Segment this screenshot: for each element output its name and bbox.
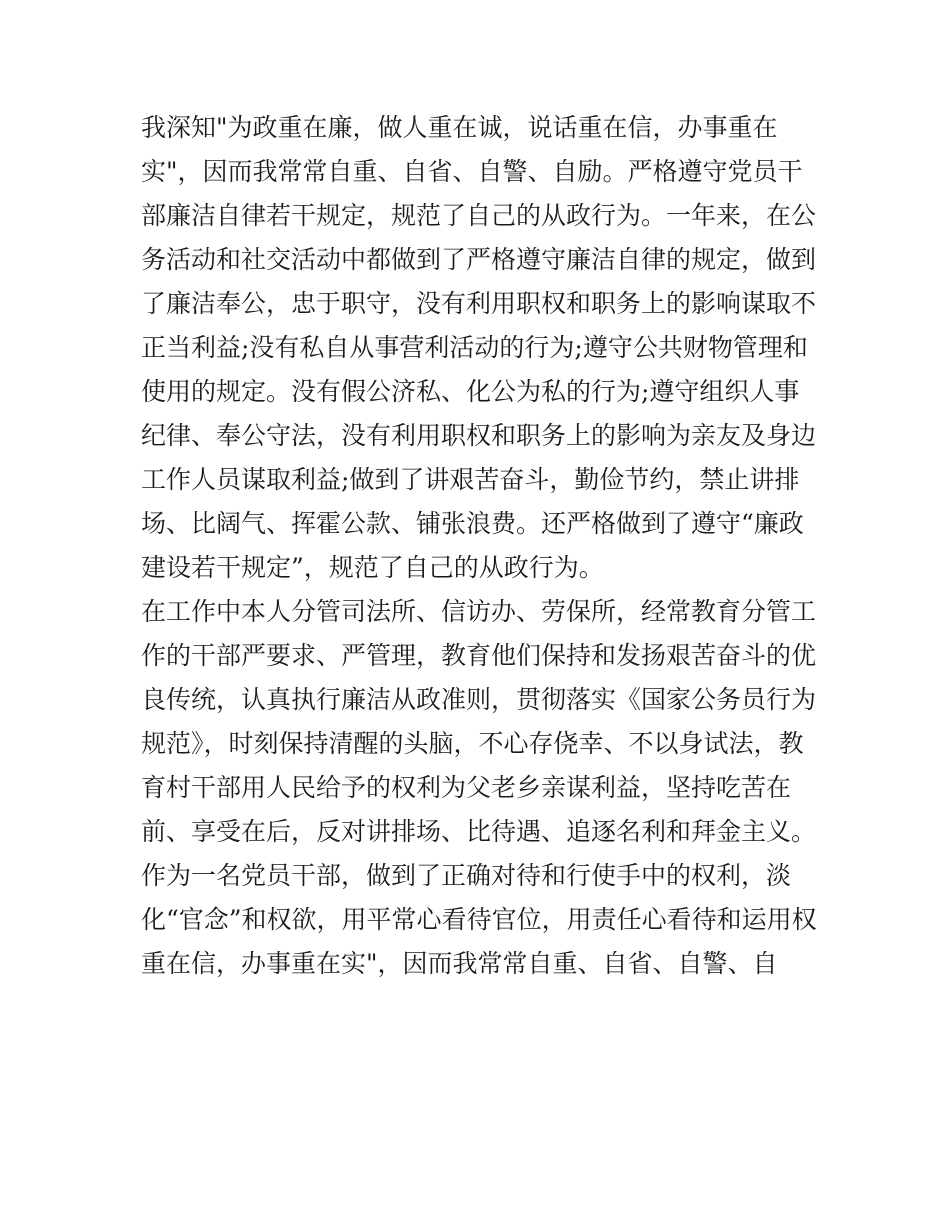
text-line: 我深知"为政重在廉，做人重在诚，说话重在信，办事重在 — [141, 113, 778, 142]
text-line: 化“官念”和权欲，用平常心看待官位，用责任心看待和运用权 — [141, 905, 817, 934]
text-line: 纪律、奉公守法，没有利用职权和职务上的影响为亲友及身边 — [141, 421, 817, 450]
text-line: 工作人员谋取利益;做到了讲艰苦奋斗，勤俭节约，禁止讲排 — [141, 465, 800, 494]
text-line: 作为一名党员干部，做到了正确对待和行使手中的权利，淡 — [141, 861, 792, 890]
text-line: 建设若干规定”，规范了自己的从政行为。 — [141, 553, 604, 582]
text-line: 务活动和社交活动中都做到了严格遵守廉洁自律的规定，做到 — [141, 245, 817, 274]
text-line: 良传统，认真执行廉洁从政准则，贯彻落实《国家公务员行为 — [141, 685, 817, 714]
text-line: 前、享受在后，反对讲排场、比待遇、追逐名利和拜金主义。 — [141, 817, 817, 846]
text-line: 部廉洁自律若干规定，规范了自己的从政行为。一年来，在公 — [141, 201, 817, 230]
text-line: 在工作中本人分管司法所、信访办、劳保所，经常教育分管工 — [141, 597, 817, 626]
text-line: 了廉洁奉公，忠于职守，没有利用职权和职务上的影响谋取不 — [141, 289, 817, 318]
text-line: 正当利益;没有私自从事营利活动的行为;遵守公共财物管理和 — [141, 333, 808, 362]
text-line: 育村干部用人民给予的权利为父老乡亲谋利益，坚持吃苦在 — [141, 773, 792, 802]
text-line: 使用的规定。没有假公济私、化公为私的行为;遵守组织人事 — [141, 377, 800, 406]
text-line: 规范》，时刻保持清醒的头脑，不心存侥幸、不以身试法，教 — [141, 729, 804, 758]
text-line: 重在信，办事重在实"，因而我常常自重、自省、自警、自 — [141, 949, 778, 978]
body-text — [141, 106, 821, 986]
text-line: 场、比阔气、挥霍公款、铺张浪费。还严格做到了遵守“廉政 — [141, 509, 804, 538]
text-line: 作的干部严要求、严管理，教育他们保持和发扬艰苦奋斗的优 — [141, 641, 817, 670]
text-line: 实"，因而我常常自重、自省、自警、自励。严格遵守党员干 — [141, 157, 803, 186]
